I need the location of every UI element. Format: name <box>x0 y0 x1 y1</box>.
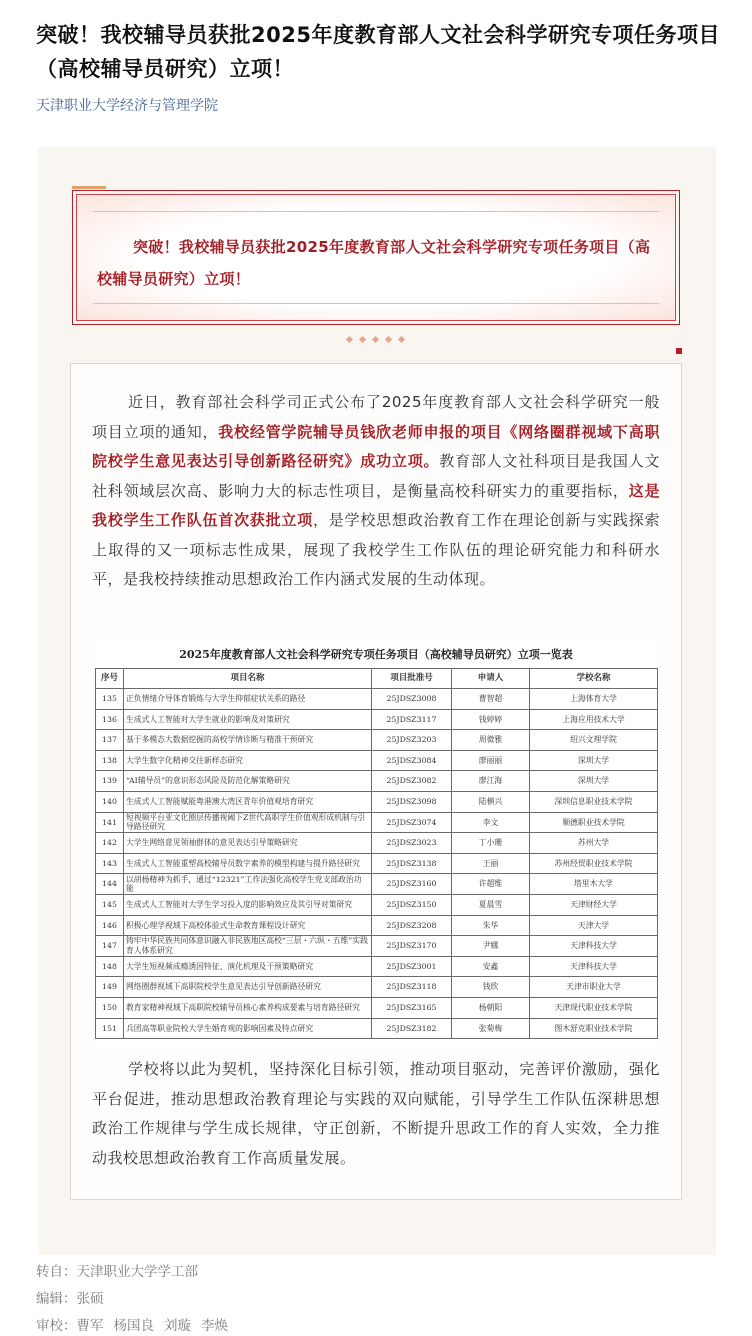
header-approval-no: 项目批准号 <box>372 669 452 689</box>
row-school: 图木舒克职业技术学院 <box>530 1018 658 1039</box>
row-approval-no: 25JDSZ3208 <box>372 915 452 936</box>
table-row <box>96 833 658 854</box>
row-approval-no: 25JDSZ3074 <box>372 812 452 833</box>
row-approval-no: 25JDSZ3160 <box>372 874 452 895</box>
row-applicant: 安鑫 <box>452 956 530 977</box>
row-approval-no: 25JDSZ3098 <box>372 791 452 812</box>
table-header-row <box>96 669 658 689</box>
row-approval-no: 25JDSZ3165 <box>372 997 452 1018</box>
row-applicant: 朱华 <box>452 915 530 936</box>
table-row <box>96 894 658 915</box>
row-school: 苏州大学 <box>530 833 658 854</box>
row-index: 145 <box>96 894 124 915</box>
table-row <box>96 977 658 998</box>
row-index: 136 <box>96 709 124 730</box>
row-applicant: 陆横兴 <box>452 791 530 812</box>
row-school: 塔里木大学 <box>530 874 658 895</box>
row-applicant: 许超维 <box>452 874 530 895</box>
table-row <box>96 936 658 957</box>
dot-icon <box>385 336 392 343</box>
row-approval-no: 25JDSZ3117 <box>372 709 452 730</box>
row-project-name: 网络圈群视域下高职院校学生意见表达引导创新路径研究 <box>124 977 372 998</box>
reviewer-info <box>36 1314 238 1334</box>
row-index: 138 <box>96 750 124 771</box>
header-school: 学校名称 <box>530 669 658 689</box>
header-project-name: 项目名称 <box>124 669 372 689</box>
editor-label: 编辑： <box>36 1291 77 1307</box>
row-approval-no: 25JDSZ3150 <box>372 894 452 915</box>
reviewer-name: 刘璇 <box>164 1318 191 1334</box>
row-approval-no: 25JDSZ3203 <box>372 730 452 751</box>
table-row <box>96 689 658 710</box>
decorative-dots <box>347 337 404 342</box>
approval-table <box>95 668 658 1039</box>
row-project-name: 兵团高等职业院校大学生婚育观的影响因素及特点研究 <box>124 1018 372 1039</box>
reviewer-name: 李焕 <box>201 1318 228 1334</box>
repost-value: 天津职业大学学工部 <box>76 1264 198 1280</box>
row-project-name: “AI辅导员”的意识形态风险及防范化解策略研究 <box>124 771 372 792</box>
row-project-name: 大学生数字化精神交往新样态研究 <box>124 750 372 771</box>
dot-icon <box>346 336 353 343</box>
row-applicant: 曹智超 <box>452 689 530 710</box>
table-body <box>96 689 658 1039</box>
row-school: 天津科技大学 <box>530 956 658 977</box>
article-source-link[interactable]: 天津职业大学经济与管理学院 <box>36 98 218 114</box>
p1-text-c: 教育部人文社科项目是我国人文社科领域层次高、影响力大的标志性项目，是衡量高校科研实力的重要指标， <box>92 452 660 500</box>
banner-headline: 突破！我校辅导员获批2025年度教育部人文社会科学研究专项任务项目（高校辅导员研究）立项！ <box>97 238 651 288</box>
p1-text-e: ，是学校思想政治教育工作在理论创新与实践探索上取得的又一项标志性成果，展现了我校学生工作队伍的理论研究能力和科研水平，是我校持续推动思想政治工作内涵式发展的生动体现。 <box>92 511 660 588</box>
row-index: 140 <box>96 791 124 812</box>
header-index: 序号 <box>96 669 124 689</box>
row-project-name: 大学生网络意见领袖群体的意见表达引导策略研究 <box>124 833 372 854</box>
row-project-name: 正负情绪介导体育锻炼与大学生抑郁症状关系的路径 <box>124 689 372 710</box>
row-approval-no: 25JDSZ3138 <box>372 853 452 874</box>
reviewer-name: 杨国良 <box>113 1318 154 1334</box>
banner-top-rule <box>93 211 659 212</box>
dot-icon <box>398 336 405 343</box>
header-applicant: 申请人 <box>452 669 530 689</box>
row-index: 151 <box>96 1018 124 1039</box>
table-row <box>96 812 658 833</box>
row-project-name: 生成式人工智能对大学生学习投入度的影响效应及其引导对策研究 <box>124 894 372 915</box>
headline-banner <box>72 190 680 325</box>
row-index: 146 <box>96 915 124 936</box>
editor-info <box>36 1287 104 1307</box>
row-school: 天津现代职业技术学院 <box>530 997 658 1018</box>
table-row <box>96 874 658 895</box>
row-approval-no: 25JDSZ3182 <box>372 1018 452 1039</box>
row-approval-no: 25JDSZ3001 <box>372 956 452 977</box>
row-school: 深圳大学 <box>530 750 658 771</box>
row-approval-no: 25JDSZ3170 <box>372 936 452 957</box>
row-approval-no: 25JDSZ3118 <box>372 977 452 998</box>
p1-highlight-first: 这是我校学生工作队伍首次获批立项 <box>92 481 660 529</box>
row-applicant: 廖丽丽 <box>452 750 530 771</box>
row-approval-no: 25JDSZ3023 <box>372 833 452 854</box>
row-school: 绍兴文理学院 <box>530 730 658 751</box>
table-row <box>96 791 658 812</box>
reviewer-name: 曹军 <box>76 1318 104 1334</box>
row-index: 137 <box>96 730 124 751</box>
row-index: 149 <box>96 977 124 998</box>
p1-highlight-project: 我校经管学院辅导员钱欣老师申报的项目《网络圈群视域下高职院校学生意见表达引导创新路径研究》成功立项。 <box>92 422 660 470</box>
row-index: 148 <box>96 956 124 977</box>
row-applicant: 张菊梅 <box>452 1018 530 1039</box>
table-row <box>96 730 658 751</box>
row-applicant: 钱欣 <box>452 977 530 998</box>
row-project-name: 生成式人工智能重塑高校辅导员数字素养的模型构建与提升路径研究 <box>124 853 372 874</box>
row-school: 上海应用技术大学 <box>530 709 658 730</box>
row-project-name: 大学生短视频成瘾诱因特征、演化机理及干预策略研究 <box>124 956 372 977</box>
row-index: 139 <box>96 771 124 792</box>
row-project-name: 教育家精神视域下高职院校辅导员核心素养构成要素与培育路径研究 <box>124 997 372 1018</box>
row-applicant: 尹娜 <box>452 936 530 957</box>
repost-info <box>36 1260 198 1280</box>
row-index: 135 <box>96 689 124 710</box>
approval-list-image <box>94 636 658 1046</box>
body-paragraph-1 <box>92 388 660 595</box>
row-index: 141 <box>96 812 124 833</box>
row-school: 深圳大学 <box>530 771 658 792</box>
row-school: 苏州经贸职业技术学院 <box>530 853 658 874</box>
corner-square-icon <box>676 348 682 354</box>
row-school: 顺德职业技术学院 <box>530 812 658 833</box>
row-applicant: 夏晨雪 <box>452 894 530 915</box>
row-project-name: 生成式人工智能赋能粤港澳大湾区青年价值观培育研究 <box>124 791 372 812</box>
row-approval-no: 25JDSZ3084 <box>372 750 452 771</box>
repost-label: 转自： <box>36 1264 77 1280</box>
table-row <box>96 853 658 874</box>
table-row <box>96 915 658 936</box>
p1-text-a: 近日，教育部社会科学司正式公布了2025年度教育部人文社会科学研究一般项目立项的通知， <box>92 393 660 441</box>
table-row <box>96 771 658 792</box>
row-project-name: 以胡杨精神为抓手，通过“12321”工作法强化高校学生党支部政治功能 <box>124 874 372 895</box>
table-row <box>96 709 658 730</box>
article-title: 突破！我校辅导员获批2025年度教育部人文社会科学研究专项任务项目（高校辅导员研究）立项！ <box>36 23 720 81</box>
table-row <box>96 1018 658 1039</box>
row-project-name: 生成式人工智能对大学生就业的影响及对策研究 <box>124 709 372 730</box>
table-row <box>96 997 658 1018</box>
row-school: 天津财经大学 <box>530 894 658 915</box>
reviewer-label: 审校： <box>36 1318 77 1334</box>
row-index: 150 <box>96 997 124 1018</box>
body-paragraph-2: 学校将以此为契机，坚持深化目标引领，推动项目驱动，完善评价激励，强化平台促进，推动思想政治教育理论与实践的双向赋能，引导学生工作队伍深耕思想政治工作规律与学生成长规律，守正创新，不断提升思政工作的育人实效，全力推动我校思想政治教育工作高质量发展。 <box>92 1060 660 1167</box>
row-applicant: 李文 <box>452 812 530 833</box>
dot-icon <box>372 336 379 343</box>
row-project-name: 积极心理学视域下高校体验式生命教育课程设计研究 <box>124 915 372 936</box>
table-title: 2025年度教育部人文社会科学研究专项任务项目（高校辅导员研究）立项一览表 <box>179 648 573 661</box>
row-applicant: 王丽 <box>452 853 530 874</box>
row-applicant: 周微雅 <box>452 730 530 751</box>
editor-value: 张硕 <box>76 1291 104 1307</box>
table-row <box>96 956 658 977</box>
banner-bottom-rule <box>93 303 659 304</box>
row-index: 147 <box>96 936 124 957</box>
row-school: 上海体育大学 <box>530 689 658 710</box>
row-school: 天津市职业大学 <box>530 977 658 998</box>
table-row <box>96 750 658 771</box>
row-applicant: 杨朝阳 <box>452 997 530 1018</box>
row-project-name: 铸牢中华民族共同体意识融入非民族地区高校“三层・六纵・五维”实践育人体系研究 <box>124 936 372 957</box>
row-project-name: 短视频平台亚文化圈层传播视阈下Z世代高职学生价值观形成机制与引导路径研究 <box>124 812 372 833</box>
row-applicant: 钱婷婷 <box>452 709 530 730</box>
row-index: 142 <box>96 833 124 854</box>
row-approval-no: 25JDSZ3082 <box>372 771 452 792</box>
row-school: 深圳信息职业技术学院 <box>530 791 658 812</box>
row-index: 144 <box>96 874 124 895</box>
row-applicant: 廖江海 <box>452 771 530 792</box>
row-school: 天津大学 <box>530 915 658 936</box>
row-index: 143 <box>96 853 124 874</box>
headline-banner-inner <box>76 194 676 321</box>
dot-icon <box>359 336 366 343</box>
row-applicant: 丁小珊 <box>452 833 530 854</box>
row-approval-no: 25JDSZ3008 <box>372 689 452 710</box>
decorative-accent-line <box>72 186 106 189</box>
row-project-name: 基于多模态大数据挖掘的高校学情诊断与精准干预研究 <box>124 730 372 751</box>
row-school: 天津科技大学 <box>530 936 658 957</box>
